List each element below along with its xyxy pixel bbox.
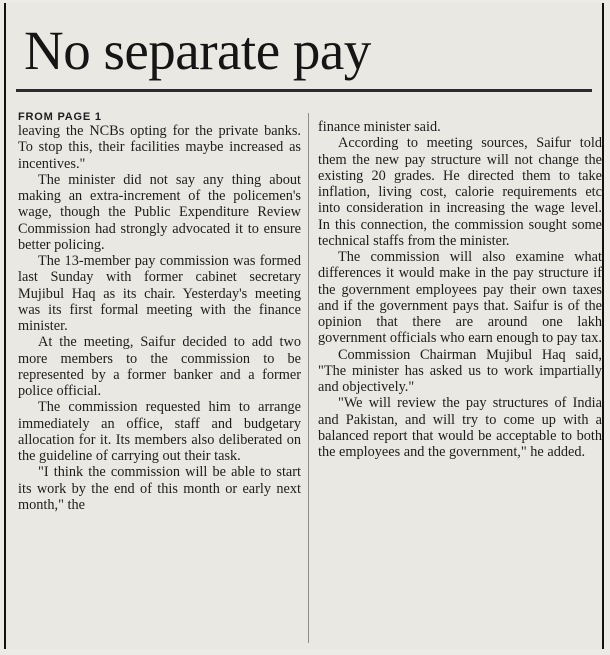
- article-column-1: [18, 111, 301, 513]
- paragraph: The minister did not say any thing about making an extra-increment of the policemen's wage, though the Public Expenditure Review Commission had strongly advocated it to ensure better policing.: [18, 171, 301, 253]
- headline-rule: [16, 89, 592, 92]
- paragraph: "We will review the pay structures of India and Pakistan, and will try to come up with a balanced report that would be acceptable to both the employees and the government," he added.: [318, 395, 602, 460]
- continuation-kicker: FROM PAGE 1: [18, 111, 102, 123]
- paragraph: At the meeting, Saifur decided to add two more members to the commission to be represented by a former banker and a former police official.: [18, 334, 301, 399]
- paragraph: leaving the NCBs opting for the private banks. To stop this, their facilities maybe increased as incentives.": [18, 123, 301, 172]
- column-divider: [308, 113, 309, 643]
- paragraph: Commission Chairman Mujibul Haq said, "The minister has asked us to work impartially and objectively.": [318, 346, 602, 395]
- paragraph: "I think the commission will be able to start its work by the end of this month or early next month," the: [18, 464, 301, 513]
- paragraph: The commission will also examine what differences it would make in the pay structure if the government employees pay their own taxes and if the government pays that. Saifur is of the opinion that there are around one lakh government officials who earn enough to pay tax.: [318, 249, 603, 347]
- article-column-2: [318, 119, 602, 460]
- paragraph: According to meeting sources, Saifur told them the new pay structure will not change the existing 20 grades. He directed them to take inflation, living cost, calorie requirements etc into consideration in increasing the wage level. In this connection, the commission sought some technical staffs from the minister.: [318, 135, 602, 249]
- headline: No separate pay: [24, 20, 371, 81]
- paragraph: finance minister said.: [318, 119, 441, 135]
- paragraph: The commission requested him to arrange immediately an office, staff and budgetary allocation for it. Its members also deliberated on the guideline of carrying out their task.: [18, 399, 301, 464]
- paragraph: The 13-member pay commission was formed last Sunday with former cabinet secretary Mujibul Haq as its chair. Yesterday's meeting was its first formal meeting with the finance minister.: [18, 253, 301, 334]
- newspaper-clipping: [4, 3, 604, 649]
